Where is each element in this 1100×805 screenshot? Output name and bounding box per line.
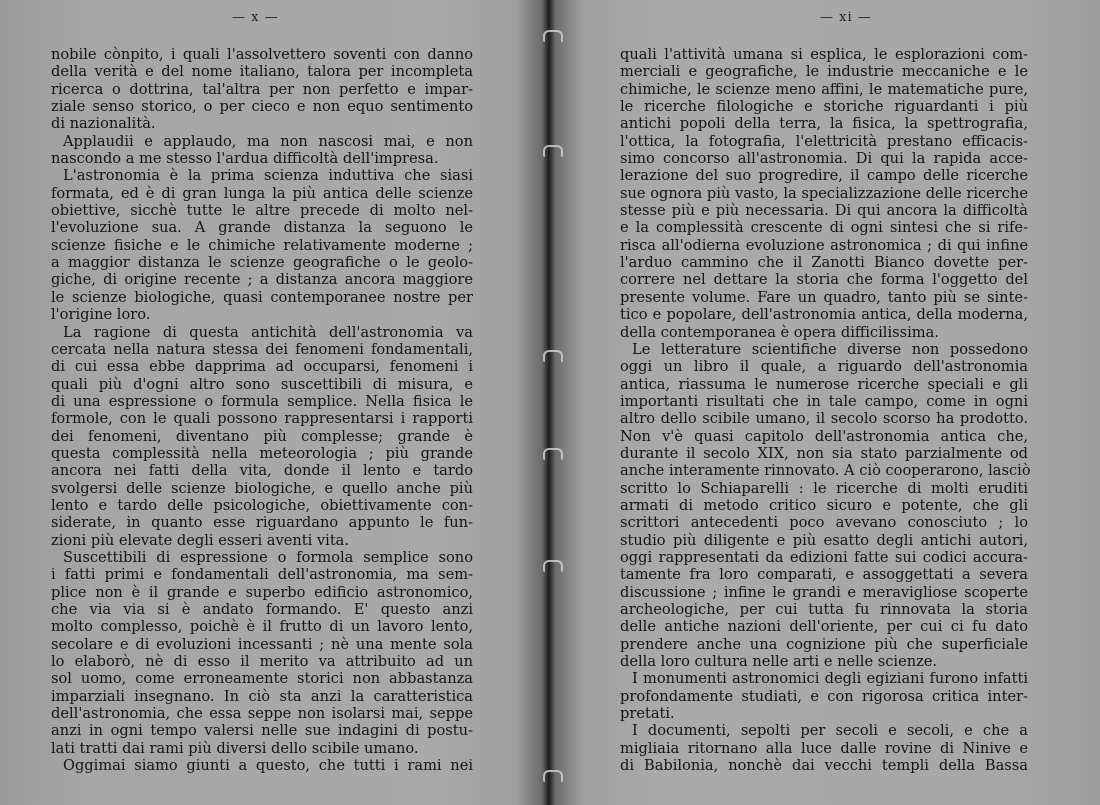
text-line: antichi popoli della terra, la fisica, la spettrografia, bbox=[620, 115, 1028, 133]
text-line: pretati. bbox=[620, 705, 675, 723]
text-line: di Babilonia, nonchè dai vecchi templi della Bassa bbox=[620, 757, 1028, 775]
text-line: anzi in ogni tempo valersi nelle sue indagini di postu- bbox=[51, 722, 473, 740]
text-line: l'origine loro. bbox=[51, 306, 151, 324]
text-line: oggi rappresentati da edizioni fatte sui codici accura- bbox=[620, 548, 1028, 566]
text-line: di una espressione o formula semplice. Nella fisica le bbox=[51, 392, 473, 410]
text-line: le ricerche filologiche e storiche riguardanti i più bbox=[620, 98, 1028, 116]
text-line: scritto lo Schiaparelli : le ricerche di molti eruditi bbox=[620, 479, 1028, 497]
text-line: formata, ed è di gran lunga la più antica delle scienze bbox=[51, 184, 473, 202]
text-line: quali più d'ogni altro sono suscettibili di misura, e bbox=[51, 375, 473, 393]
text-line: archeologiche, per cui tutta fu rinnovata la storia bbox=[620, 601, 1028, 618]
text-line: l'evoluzione sua. A grande distanza la seguono le bbox=[51, 219, 473, 237]
text-line: formole, con le quali possono rappresentarsi i rapporti bbox=[51, 410, 473, 428]
text-line: migliaia ritornano alla luce dalle rovine di Ninive e bbox=[620, 739, 1028, 757]
text-line: le scienze biologiche, quasi contemporanee nostre per bbox=[51, 288, 473, 306]
text-line: oggi un libro il quale, a riguardo dell'astronomia bbox=[620, 358, 1028, 376]
text-line: l'arduo cammino che il Zanotti Bianco dovette per- bbox=[620, 254, 1028, 272]
text-line: chimiche, le scienze meno affini, le matematiche pure, bbox=[620, 80, 1028, 98]
text-line: delle antiche nazioni dell'oriente, per cui ci fu dato bbox=[620, 618, 1028, 636]
text-line: studio più diligente e più esatto degli antichi autori, bbox=[620, 531, 1028, 549]
text-line: tamente fra loro comparati, e assoggettati a severa bbox=[620, 566, 1028, 584]
text-line: I documenti, sepolti per secoli e secoli, e che a bbox=[632, 722, 1028, 740]
right-page bbox=[552, 0, 1100, 805]
text-line: giche, di origine recente ; a distanza ancora maggiore bbox=[51, 271, 473, 289]
text-line: armati di metodo critico sicuro e potente, che gli bbox=[620, 496, 1028, 514]
text-line: obiettive, sicchè tutte le altre precede di molto nel- bbox=[51, 202, 473, 220]
text-line: Oggimai siamo giunti a questo, che tutti i rami nei bbox=[63, 757, 473, 775]
text-line: lo elaborò, nè di esso il merito va attribuito ad un bbox=[51, 653, 473, 671]
text-line: altro dello scibile umano, il secolo scorso ha prodotto. bbox=[620, 410, 1028, 428]
text-line: questa complessità nella meteorologia ; più grande bbox=[51, 444, 473, 462]
text-line: plice non è il grande e superbo edificio astronomico, bbox=[51, 583, 473, 601]
text-line: Non v'è quasi capitolo dell'astronomia antica che, bbox=[620, 427, 1028, 445]
text-line: La ragione di questa antichità dell'astronomia va bbox=[63, 323, 473, 341]
text-line: della contemporanea è opera difficilissima. bbox=[620, 323, 939, 341]
text-line: I monumenti astronomici degli egiziani furono infatti bbox=[632, 670, 1028, 688]
text-line: lati tratti dai rami più diversi dello scibile umano. bbox=[51, 739, 419, 757]
text-line: di cui essa ebbe dapprima ad occuparsi, fenomeni i bbox=[51, 358, 473, 376]
left-page bbox=[0, 0, 548, 805]
text-line: cercata nella natura stessa dei fenomeni fondamentali, bbox=[51, 340, 473, 358]
text-line: profondamente studiati, e con rigorosa critica inter- bbox=[620, 687, 1028, 705]
text-line: anche interamente rinnovato. A ciò cooperarono, lasciò bbox=[620, 462, 1031, 480]
text-line: durante il secolo XIX, non sia stato parzialmente od bbox=[620, 444, 1028, 462]
text-line: siderate, in quanto esse riguardano appunto le fun- bbox=[51, 514, 473, 532]
text-line: l'ottica, la fotografia, l'elettricità prestano efficacis- bbox=[620, 132, 1028, 150]
text-line: i fatti primi e fondamentali dell'astronomia, ma sem- bbox=[51, 566, 473, 584]
text-line: stesse più e più necessaria. Di qui ancora la difficoltà bbox=[620, 202, 1028, 220]
text-line: lento e tardo delle psicologiche, obiettivamente con- bbox=[51, 496, 473, 514]
text-line: Suscettibili di espressione o formola semplice sono bbox=[63, 548, 473, 566]
text-line: presente volume. Fare un quadro, tanto più se sinte- bbox=[620, 288, 1028, 306]
text-line: correre nel dettare la storia che forma l'oggetto del bbox=[620, 271, 1028, 289]
text-line: della verità e del nome italiano, talora per incompleta bbox=[51, 63, 473, 81]
text-line: sue ognora più vasto, la specializzazione delle ricerche bbox=[620, 184, 1028, 202]
text-line: e la complessità crescente di ogni sintesi che si rife- bbox=[620, 219, 1028, 237]
text-line: quali l'attività umana si esplica, le esplorazioni com- bbox=[620, 46, 1028, 63]
page-number-left: — x — bbox=[232, 10, 279, 25]
text-line: merciali e geografiche, le industrie meccaniche e le bbox=[620, 63, 1028, 81]
text-line: simo concorso all'astronomia. Di qui la rapida acce- bbox=[620, 150, 1028, 168]
text-line: importanti risultati che in tale campo, come in ogni bbox=[620, 392, 1028, 410]
text-line: molto complesso, poichè è il frutto di un lavoro lento, bbox=[51, 618, 473, 636]
text-line: ancora nei fatti della vita, donde il lento e tardo bbox=[51, 462, 473, 480]
text-line: svolgersi delle scienze biologiche, e quello anche più bbox=[51, 479, 473, 497]
text-line: L'astronomia è la prima scienza induttiva che siasi bbox=[63, 167, 473, 185]
text-line: prendere anche una cognizione più che superficiale bbox=[620, 635, 1028, 653]
right-page-text bbox=[620, 46, 1031, 775]
left-page-text bbox=[51, 46, 473, 774]
text-line: risca all'odierna evoluzione astronomica ; di qui infine bbox=[620, 236, 1028, 254]
text-line: Applaudii e applaudo, ma non nascosi mai, e non bbox=[63, 132, 473, 150]
text-line: ricerca o dottrina, tal'altra per non perfetto e impar- bbox=[51, 80, 473, 98]
text-line: scienze fisiche e le chimiche relativamente moderne ; bbox=[51, 236, 473, 254]
text-line: imparziali insegnano. In ciò sta anzi la caratteristica bbox=[51, 687, 473, 705]
text-line: sol uomo, come erroneamente storici non abbastanza bbox=[51, 670, 473, 688]
text-line: nascondo a me stesso l'ardua difficoltà dell'impresa. bbox=[51, 150, 439, 168]
text-line: che via via si è andato formando. E' questo anzi bbox=[51, 601, 473, 618]
text-line: discussione ; infine le grandi e meravigliose scoperte bbox=[620, 583, 1028, 601]
text-line: ziale senso storico, o per cieco e non equo sentimento bbox=[51, 98, 473, 116]
text-line: della loro cultura nelle arti e nelle scienze. bbox=[620, 653, 938, 671]
text-line: antica, riassuma le numerose ricerche speciali e gli bbox=[620, 375, 1028, 393]
text-line: secolare e di evoluzioni incessanti ; nè una mente sola bbox=[51, 635, 473, 653]
text-line: lerazione del suo progredire, il campo delle ricerche bbox=[620, 167, 1028, 185]
text-line: a maggior distanza le scienze geografiche o le geolo- bbox=[51, 254, 473, 272]
text-line: dell'astronomia, che essa seppe non isolarsi mai, seppe bbox=[51, 705, 473, 723]
text-line: zioni più elevate degli esseri aventi vita. bbox=[51, 531, 350, 549]
text-line: nobile cònpito, i quali l'assolvettero soventi con danno bbox=[51, 46, 473, 63]
text-line: scrittori antecedenti poco avevano conosciuto ; lo bbox=[620, 514, 1028, 532]
page-number-right: — xi — bbox=[820, 10, 872, 25]
text-line: Le letterature scientifiche diverse non possedono bbox=[632, 340, 1028, 358]
text-line: di nazionalità. bbox=[51, 115, 156, 133]
text-line: tico e popolare, dell'astronomia antica, della moderna, bbox=[620, 306, 1028, 324]
text-line: dei fenomeni, diventano più complesse; grande è bbox=[51, 427, 473, 445]
